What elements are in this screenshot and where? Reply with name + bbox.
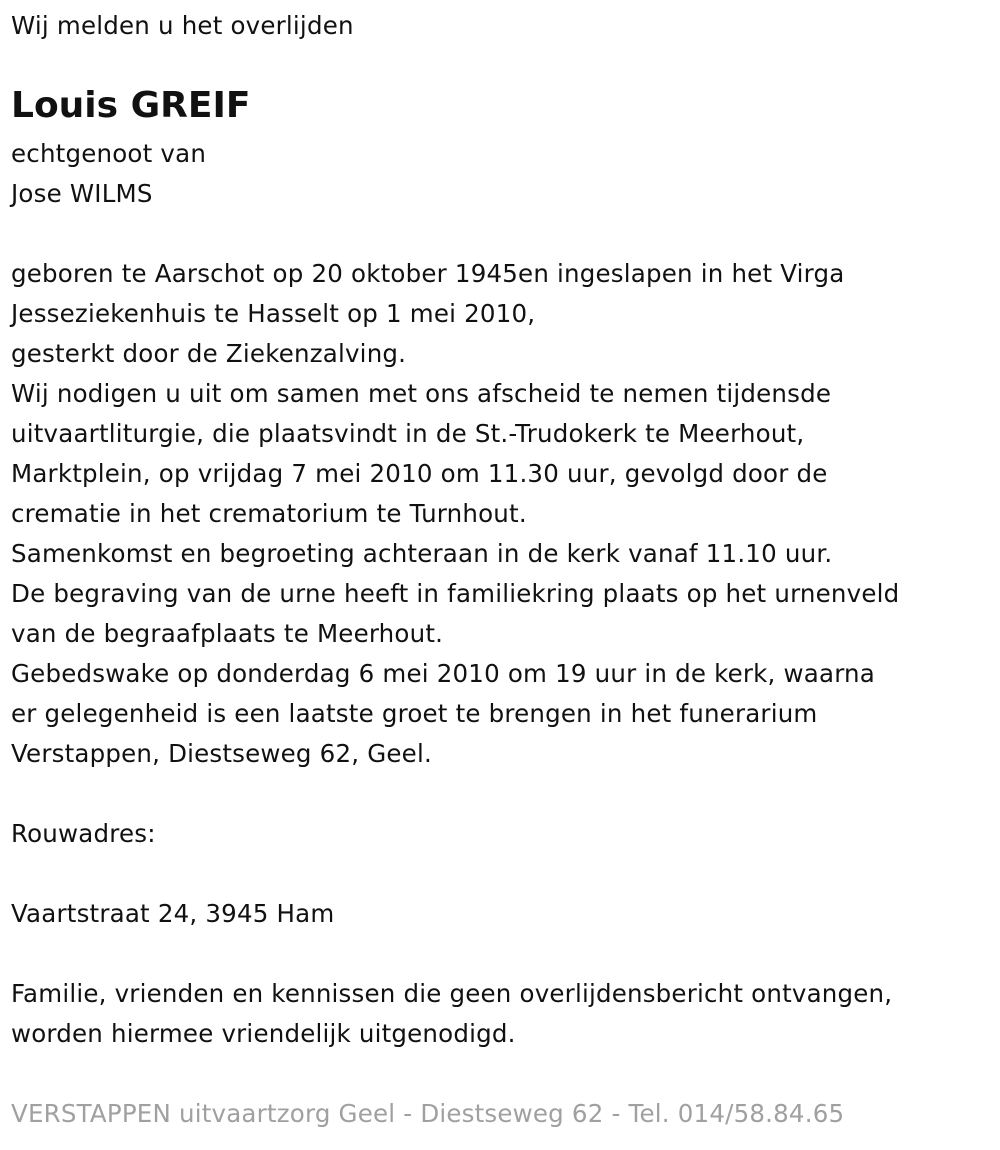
funeral-home-footer: VERSTAPPEN uitvaartzorg Geel - Diestseweg 62 - Tel. 014/58.84.65	[11, 1099, 845, 1128]
invitation-line: worden hiermee vriendelijk uitgenodigd.	[11, 1019, 516, 1048]
body-line: Verstappen, Diestseweg 62, Geel.	[11, 739, 432, 768]
body-line: Jesseziekenhuis te Hasselt op 1 mei 2010,	[11, 299, 536, 328]
deceased-name: Louis GREIF	[11, 85, 251, 126]
invitation-line: Familie, vrienden en kennissen die geen overlijdensbericht ontvangen,	[11, 979, 893, 1008]
relation-line: echtgenoot van	[11, 139, 207, 168]
body-line: van de begraafplaats te Meerhout.	[11, 619, 444, 648]
body-line: Gebedswake op donderdag 6 mei 2010 om 19 uur in de kerk, waarna	[11, 659, 875, 688]
body-line: Wij nodigen u uit om samen met ons afscheid te nemen tijdensde	[11, 379, 832, 408]
body-line: De begraving van de urne heeft in familiekring plaats op het urnenveld	[11, 579, 900, 608]
address-label: Rouwadres:	[11, 819, 156, 848]
body-line: Samenkomst en begroeting achteraan in de kerk vanaf 11.10 uur.	[11, 539, 833, 568]
intro-text: Wij melden u het overlijden	[11, 11, 354, 40]
mourning-address: Vaartstraat 24, 3945 Ham	[11, 899, 335, 928]
body-line: er gelegenheid is een laatste groet te brengen in het funerarium	[11, 699, 818, 728]
body-line: uitvaartliturgie, die plaatsvindt in de St.-Trudokerk te Meerhout,	[11, 419, 805, 448]
body-line: geboren te Aarschot op 20 oktober 1945en ingeslapen in het Virga	[11, 259, 845, 288]
body-line: Marktplein, op vrijdag 7 mei 2010 om 11.30 uur, gevolgd door de	[11, 459, 828, 488]
spouse-name: Jose WILMS	[11, 179, 153, 208]
body-line: gesterkt door de Ziekenzalving.	[11, 339, 407, 368]
body-line: crematie in het crematorium te Turnhout.	[11, 499, 527, 528]
